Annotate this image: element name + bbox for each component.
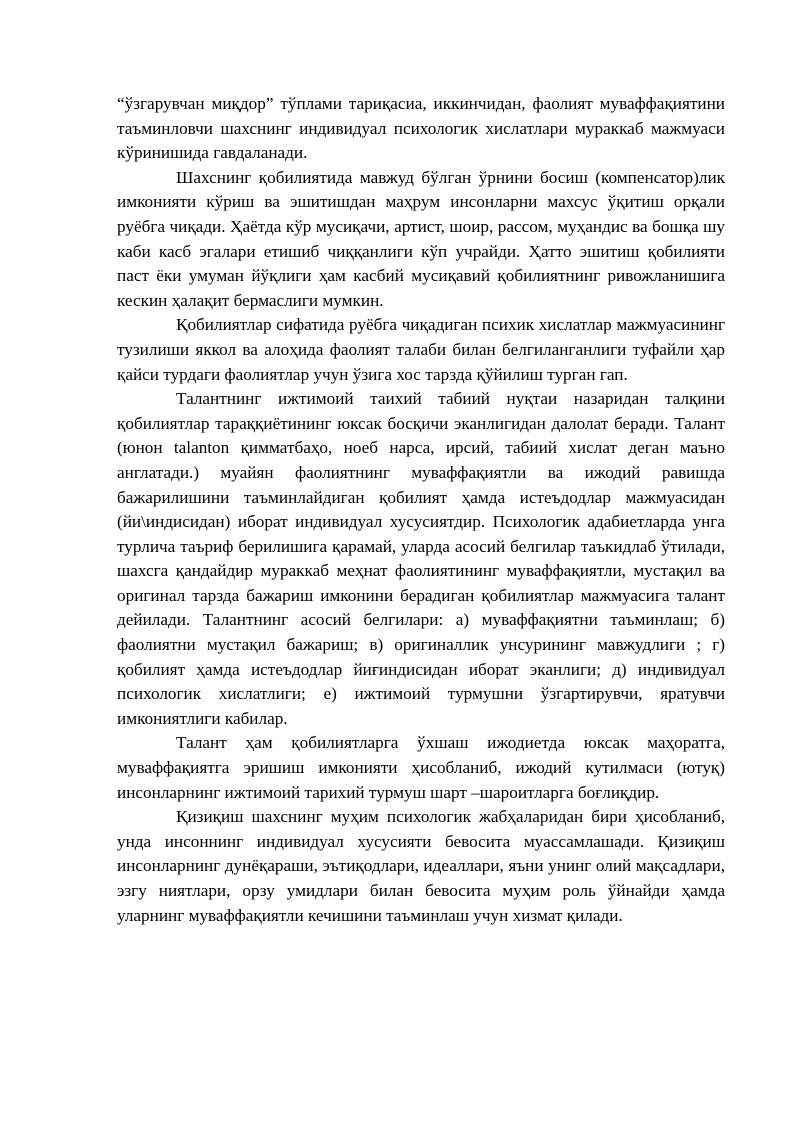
paragraph-4: Талантнинг ижтимоий таихий табиий нуқтаи назаридан талқини қобилиятлар тараққиётининг юксак босқичи эканлигидан далолат беради. Талант (юнон talanton қимматбаҳо, ноеб нарса, ирсий, табиий хислат деган маъно англатади.) муайян фаолиятнинг муваффақиятли ва ижодий равишда бажарилишини таъминлайдиган қобилият ҳамда истеъдодлар мажмуасидан (йи\индисидан) иборат индивидуал хусусиятдир. Психологик адабиетларда унга турлича таъриф берилишига қарамай, уларда асосий белгилар таъкидлаб ўтилади, шахсга қандайдир мураккаб меҳнат фаолиятининг муваффақиятли, мустақил ва оригинал тарзда бажариш имконини берадиган қобилиятлар мажмуасига талант дейилади. Талантнинг асосий белгилари: а) муваффақиятни таъминлаш; б) фаолиятни мустақил бажариш; в) оригиналлик унсурининг мавжудлиги ; г) қобилият ҳамда истеъдодлар йиғиндисидан иборат эканлиги; д) индивидуал психологик хислатлиги; е) ижтимоий турмушни ўзгартирувчи, яратувчи имкониятлиги кабилар. <box>117 389 725 728</box>
paragraph-2: Шахснинг қобилиятида мавжуд бўлган ўрнини босиш (компенсатор)лик имконияти кўриш ва эшитишдан маҳрум инсонларни махсус ўқитиш орқали руёбга чиқади. Ҳаётда кўр мусиқачи, артист, шоир, рассом, муҳандис ва бошқа шу каби касб эгалари етишиб чиққанлиги кўп учрайди. Ҳатто эшитиш қобилияти паст ёки умуман йўқлиги ҳам касбий мусиқавий қобилиятнинг ривожланишига кескин ҳалақит бермаслиги мумкин. <box>117 167 725 310</box>
paragraph-1: “ўзгарувчан миқдор” тўплами тариқасиа, иккинчидан, фаолият муваффақиятини таъминловчи шахснинг индивидуал психологик хислатлари мураккаб мажмуаси кўринишида гавдаланади. <box>117 94 725 163</box>
paragraph-5: Талант ҳам қобилиятларга ўхшаш ижодиетда юксак маҳоратга, муваффақиятга эришиш имконияти ҳисобланиб, ижодий кутилмаси (ютуқ) инсонларнинг ижтимоий тарихий турмуш шарт –шароитларга боғлиқдир. <box>117 733 725 802</box>
document-page <box>117 92 725 928</box>
paragraph-3: Қобилиятлар сифатида руёбга чиқадиган психик хислатлар мажмуасининг тузилиши яккол ва алоҳида фаолият талаби билан белгиланганлиги туфайли ҳар қайси турдаги фаолиятлар учун ўзига хос тарзда қўйилиш турган гап. <box>117 315 725 384</box>
paragraph-6: Қизиқиш шахснинг муҳим психологик жабҳаларидан бири ҳисобланиб, унда инсоннинг индивидуал хусусияти бевосита муассамлашади. Қизиқиш инсонларнинг дунёқараши, эътиқодлари, идеаллари, яъни унинг олий мақсадлари, эзгу ниятлари, орзу умидлари билан бевосита муҳим роль ўйнайди ҳамда уларнинг муваффақиятли кечишини таъминлаш учун хизмат қилади. <box>117 807 725 925</box>
